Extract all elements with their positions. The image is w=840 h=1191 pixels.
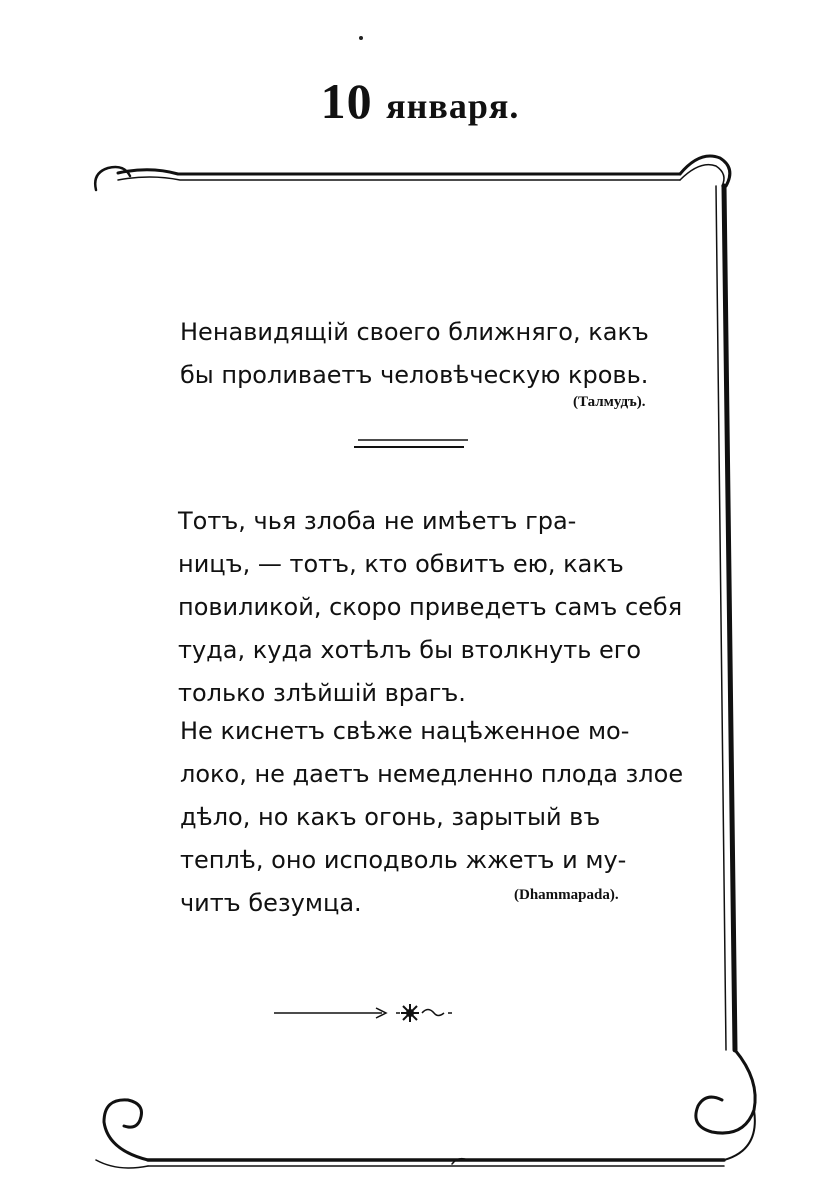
- quote-line: Ненавидящій своего ближняго, какъ: [180, 318, 649, 346]
- quote-line: Тотъ, чья злоба не имѣетъ гра-: [178, 507, 577, 535]
- title-day: 10: [320, 73, 373, 129]
- quote-line: бы проливаетъ человѣческую кровь.: [180, 361, 649, 389]
- quote-source-dhammapada: (Dhammapada).: [514, 887, 619, 903]
- quote-line: ницъ, — тотъ, кто обвитъ ею, какъ: [178, 550, 624, 578]
- title-month: января.: [386, 86, 520, 126]
- double-rule-separator-icon: [352, 436, 472, 452]
- quote-line: только злѣйшій врагъ.: [178, 679, 466, 707]
- quote-anger: [178, 500, 683, 715]
- quote-line: локо, не даетъ немедленно плода злое: [180, 760, 684, 788]
- quote-line: повиликой, скоро приведетъ самъ себя: [178, 593, 683, 621]
- quote-source-talmud: (Талмудъ).: [573, 394, 646, 410]
- quote-line: Не киснетъ свѣже нацѣженное мо-: [180, 717, 630, 745]
- quote-line: теплѣ, оно исподволь жжетъ и му-: [180, 846, 627, 874]
- quote-line: туда, куда хотѣлъ бы втолкнуть его: [178, 636, 642, 664]
- flower-arrow-ornament-icon: [272, 998, 492, 1028]
- quote-line: дѣло, но какъ огонь, зарытый въ: [180, 803, 601, 831]
- quote-line: читъ безумца.: [180, 889, 362, 917]
- quote-talmud: [180, 311, 678, 397]
